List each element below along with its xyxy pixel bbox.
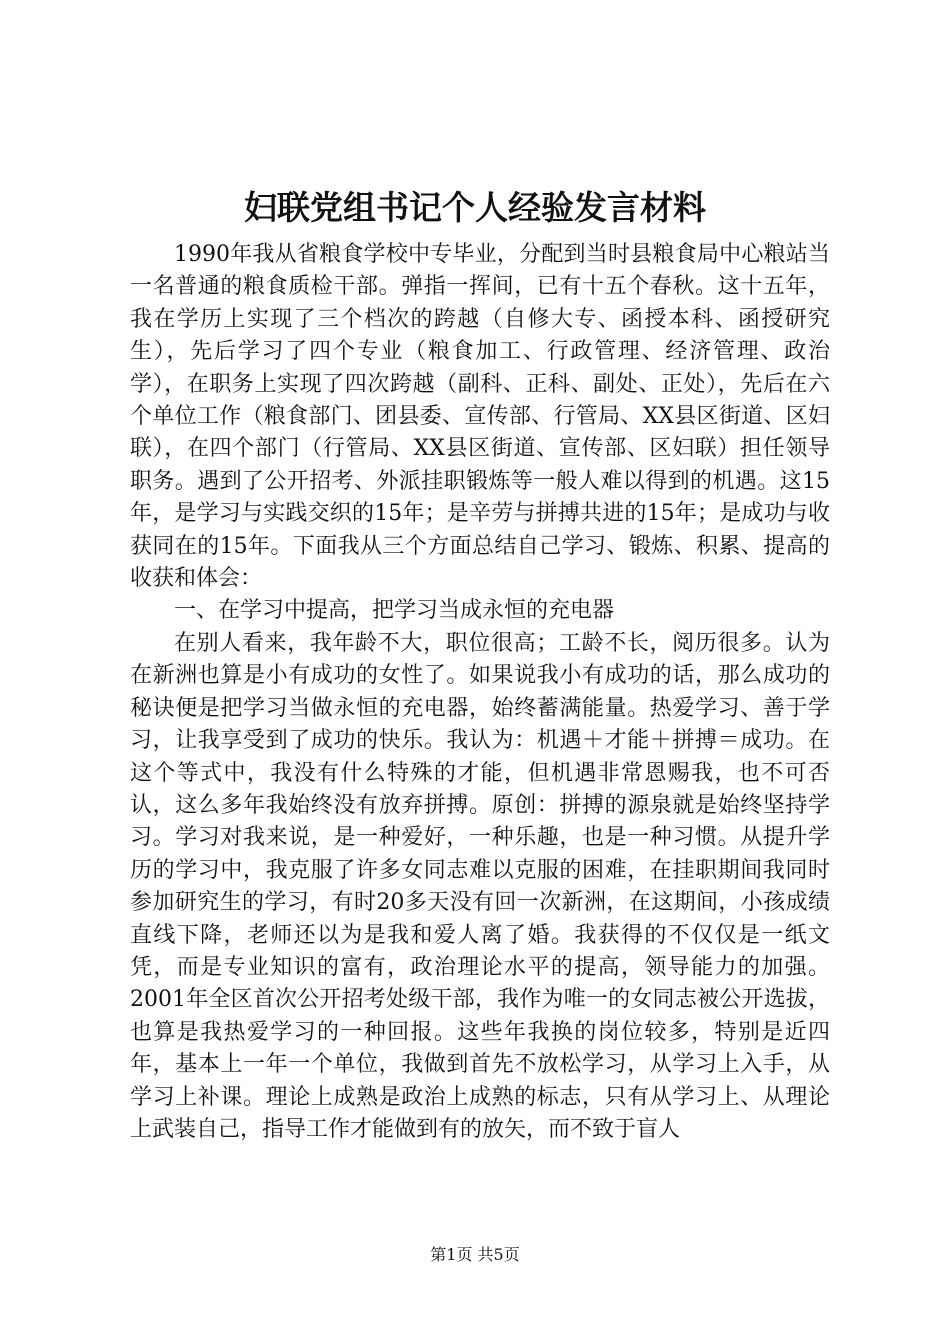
paragraph-intro: 1990年我从省粮食学校中专毕业，分配到当时县粮食局中心粮站当一名普通的粮食质检干部。弹指一挥间，已有十五个春秋。这十五年，我在学历上实现了三个档次的跨越（自修大专、函授本科、函授研究生），先后学习了四个专业（粮食加工、行政管理、经济管理、政治学），在职务上实现了四次跨越（副科、正科、副处、正处），先后在六个单位工作（粮食部门、团县委、宣传部、行管局、XX县区街道、区妇联），在四个部门（行管局、XX县区街道、宣传部、区妇联）担任领导职务。遇到了公开招考、外派挂职锻炼等一般人难以得到的机遇。这15年，是学习与实践交织的15年；是辛劳与拼搏共进的15年；是成功与收获同在的15年。下面我从三个方面总结自己学习、锻炼、积累、提高的收获和体会：: [130, 242, 830, 592]
document-body: [130, 239, 830, 1146]
document-title: 妇联党组书记个人经验发言材料: [244, 188, 706, 227]
section-heading-1: 一、在学习中提高，把学习当成永恒的充电器: [174, 598, 615, 624]
page-number-footer: 第1页 共5页: [430, 1245, 520, 1264]
paragraph-section-1: 在别人看来，我年龄不大，职位很高；工龄不长，阅历很多。认为在新洲也算是小有成功的女性了。如果说我小有成功的话，那么成功的秘诀便是把学习当做永恒的充电器，始终蓄满能量。热爱学习、善于学习，让我享受到了成功的快乐。我认为：机遇＋才能＋拼搏＝成功。在这个等式中，我没有什么特殊的才能，但机遇非常恩赐我，也不可否认，这么多年我始终没有放弃拼搏。原创：拼搏的源泉就是始终坚持学习。学习对我来说，是一种爱好，一种乐趣，也是一种习惯。从提升学历的学习中，我克服了许多女同志难以克服的困难，在挂职期间我同时参加研究生的学习，有时20多天没有回一次新洲，在这期间，小孩成绩直线下降，老师还以为是我和爱人离了婚。我获得的不仅仅是一纸文凭，而是专业知识的富有，政治理论水平的提高，领导能力的加强。2001年全区首次公开招考处级干部，我作为唯一的女同志被公开选拔，也算是我热爱学习的一种回报。这些年我换的岗位较多，特别是近四年，基本上一年一个单位，我做到首先不放松学习，从学习上入手，从学习上补课。理论上成熟是政治上成熟的标志，只有从学习上、从理论上武装自己，指导工作才能做到有的放矢，而不致于盲人: [130, 630, 830, 1142]
